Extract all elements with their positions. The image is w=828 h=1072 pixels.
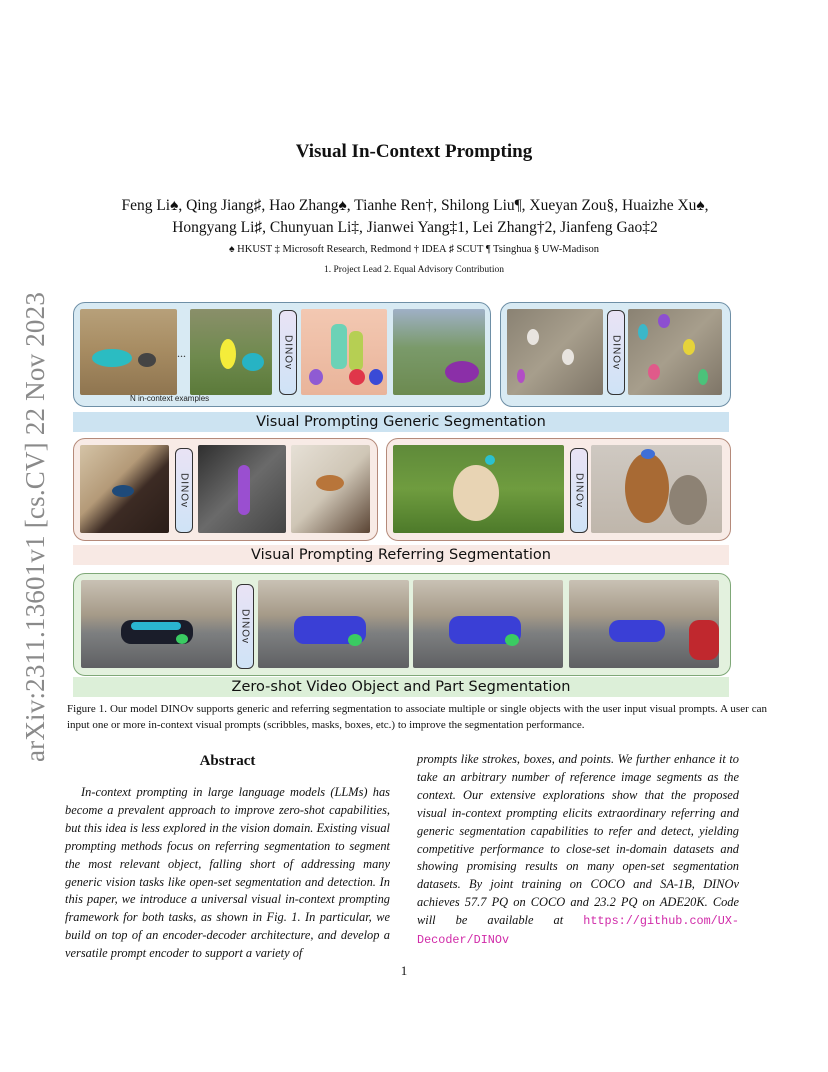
dog-cat-image: [591, 445, 722, 533]
petals-input-image: [507, 309, 603, 395]
car-frame-input: [81, 580, 232, 668]
lace-cloth-image: [80, 445, 169, 533]
ellipsis: ...: [177, 346, 186, 360]
abstract-column-1: In-context prompting in large language models (LLMs) has become a prevalent approach to improve zero-shot capabilities, but this idea is less explored in the vision domain. Existing visual prompting methods focus on referring segmentation to segment the most relevant object, falling short of addressing many generic vision tasks like open-set segmentation and detection. In this paper, we introduce a universal visual in-context prompting framework for both tasks, as shown in Fig. 1. In particular, we build on top of an encoder-decoder architecture, and develop a versatile prompt encoder to support a variety of: [65, 785, 390, 961]
tool-image: [198, 445, 286, 533]
dinov-block: DINOv: [279, 310, 297, 395]
savanna-image: [80, 309, 177, 395]
author-notes: 1. Project Lead 2. Equal Advisory Contribution: [324, 265, 504, 275]
abstract-heading: Abstract: [199, 753, 256, 769]
hands-image: [291, 445, 370, 533]
authors-line-2: Hongyang Li♯, Chunyuan Li‡, Jianwei Yang‡1, Lei Zhang†2, Jianfeng Gao‡2: [172, 219, 658, 236]
affiliations: ♠ HKUST ‡ Microsoft Research, Redmond † IDEA ♯ SCUT ¶ Tsinghua § UW-Madison: [228, 244, 600, 255]
dinov-block: DINOv: [607, 310, 625, 395]
segmented-savanna-output: [301, 309, 387, 395]
paper-title: Visual In-Context Prompting: [295, 141, 533, 162]
car-frame-output-1: [258, 580, 409, 668]
chihuahua-image: [393, 445, 564, 533]
in-context-label: N in-context examples: [130, 394, 210, 403]
abstract-column-2: [417, 751, 739, 950]
arxiv-stamp: arXiv:2311.13601v1 [cs.CV] 22 Nov 2023: [20, 291, 50, 763]
zebra-lake-image: [393, 309, 485, 395]
code-link[interactable]: https://github.com/UX-Decoder/DINOv: [417, 914, 739, 948]
petals-output-image: [628, 309, 722, 395]
car-frame-output-2: [413, 580, 563, 668]
video-seg-banner: Zero-shot Video Object and Part Segmentation: [73, 677, 729, 697]
car-frame-output-3: [569, 580, 719, 668]
abstract-column-2-text: prompts like strokes, boxes, and points. We further enhance it to take an arbitrary number of reference image segments as the context. Our extensive explorations show that the proposed visual in-context prompting elicits extraordinary referring and generic segmentation capabilities to refer and detect, yielding competitive performance to close-set in-domain datasets and showing promising results on many open-set segmentation datasets. By joint training on COCO and SA-1B, DINOv achieves 57.7 PQ on COCO and 23.2 PQ on ADE20K. Code will be available at: [417, 752, 739, 928]
authors-line-1: Feng Li♠, Qing Jiang♯, Hao Zhang♠, Tianhe Ren†, Shilong Liu¶, Xueyan Zou§, Huaizhe Xu♠,: [121, 197, 709, 214]
figure-caption: Figure 1. Our model DINOv supports generic and referring segmentation to associate multiple or single objects with the user input visual prompts. A user can input one or more in-context visual prompts (scribbles, masks, boxes, etc.) to improve the segmentation performance.: [67, 703, 767, 731]
generic-seg-banner: Visual Prompting Generic Segmentation: [73, 412, 729, 432]
giraffe-field-image: [190, 309, 272, 395]
page-number: 1: [400, 963, 408, 978]
dinov-block: DINOv: [570, 448, 588, 533]
referring-seg-banner: Visual Prompting Referring Segmentation: [73, 545, 729, 565]
author-list: [70, 195, 760, 239]
dinov-block: DINOv: [175, 448, 193, 533]
dinov-block: DINOv: [236, 584, 254, 669]
